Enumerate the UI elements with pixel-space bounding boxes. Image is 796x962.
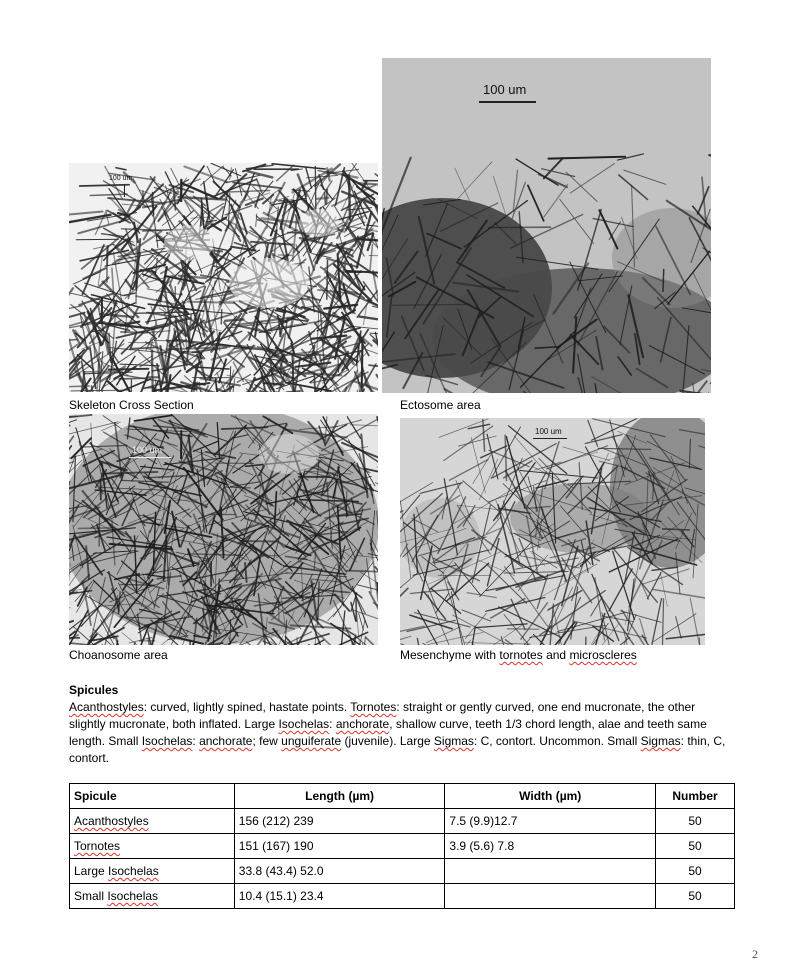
table-row xyxy=(70,809,735,834)
cell-width: 7.5 (9.9)12.7 xyxy=(445,809,656,834)
spellcheck-term: Tornotes xyxy=(74,839,120,853)
spellcheck-term: Isochelas xyxy=(107,889,158,903)
photo-choanosome-area xyxy=(69,414,378,645)
spellcheck-term: Sigmas xyxy=(434,734,474,748)
spicule-measurements-table xyxy=(69,783,735,909)
cell-spicule xyxy=(70,884,235,909)
cell-spicule xyxy=(70,834,235,859)
spellcheck-term: Isochelas xyxy=(108,864,159,878)
cell-length: 156 (212) 239 xyxy=(234,809,445,834)
table-row xyxy=(70,834,735,859)
spellcheck-term: Acanthostyles xyxy=(74,814,149,828)
scale-bar xyxy=(129,457,171,458)
text-run: (juvenile). Large xyxy=(341,734,434,748)
text-run: : curved, lightly spined, hastate points. xyxy=(144,700,351,714)
header-spicule: Spicule xyxy=(70,784,235,809)
caption-mesenchyme: Mesenchyme with tornotes and microscleres xyxy=(400,648,637,662)
cell-width xyxy=(445,884,656,909)
text-run: : thin, C, contort. xyxy=(69,734,725,765)
text-run: : xyxy=(192,734,199,748)
spellcheck-term: Sigmas xyxy=(641,734,681,748)
photo-ectosome-area xyxy=(382,58,711,393)
text-run: ; few xyxy=(252,734,281,748)
spellcheck-term: Isochelas xyxy=(142,734,193,748)
scale-bar xyxy=(533,438,567,439)
scale-bar-label: 100 um xyxy=(132,445,162,455)
spellcheck-term: Tornotes xyxy=(350,700,396,714)
caption-ectosome-area: Ectosome area xyxy=(400,398,481,412)
cell-spicule xyxy=(70,859,235,884)
cell-length: 151 (167) 190 xyxy=(234,834,445,859)
header-width: Width (µm) xyxy=(445,784,656,809)
scale-bar-label: 100 um xyxy=(109,175,132,182)
text-run: : xyxy=(329,717,336,731)
text-run: Large xyxy=(74,864,108,878)
header-length: Length (µm) xyxy=(234,784,445,809)
scale-bar-label: 100 um xyxy=(535,427,562,436)
cell-width: 3.9 (5.6) 7.8 xyxy=(445,834,656,859)
spicules-description xyxy=(69,699,729,767)
section-heading-spicules: Spicules xyxy=(69,683,118,697)
cell-spicule xyxy=(70,809,235,834)
caption-choanosome-area: Choanosome area xyxy=(69,648,168,662)
cell-number: 50 xyxy=(656,859,735,884)
scale-bar-label: 100 um xyxy=(483,82,526,97)
scale-bar xyxy=(479,101,536,103)
spellcheck-term: Isochelas xyxy=(278,717,329,731)
text-run: : C, contort. Uncommon. Small xyxy=(474,734,641,748)
cell-length: 33.8 (43.4) 52.0 xyxy=(234,859,445,884)
text-run: , shallow curve, teeth 1/3 chord length, alae and teeth same length. Small xyxy=(69,717,707,748)
photo-skeleton-cross-section xyxy=(69,163,378,392)
cell-number: 50 xyxy=(656,834,735,859)
table-header-row xyxy=(70,784,735,809)
spellcheck-term: anchorate xyxy=(199,734,252,748)
cell-number: 50 xyxy=(656,884,735,909)
spellcheck-term: unguiferate xyxy=(281,734,341,748)
spellcheck-term: anchorate xyxy=(336,717,389,731)
photo-mesenchyme xyxy=(400,418,705,645)
page-number: 2 xyxy=(752,947,758,962)
header-number: Number xyxy=(656,784,735,809)
scale-bar xyxy=(124,185,125,197)
cell-width xyxy=(445,859,656,884)
table-row xyxy=(70,859,735,884)
cell-length: 10.4 (15.1) 23.4 xyxy=(234,884,445,909)
caption-skeleton-cross-section: Skeleton Cross Section xyxy=(69,398,194,412)
cell-number: 50 xyxy=(656,809,735,834)
text-run: : straight or gently curved, one end mucronate, the other slightly mucronate, both inflated. Large xyxy=(69,700,695,731)
spellcheck-term: Acanthostyles xyxy=(69,700,144,714)
text-run: Small xyxy=(74,889,107,903)
table-row xyxy=(70,884,735,909)
